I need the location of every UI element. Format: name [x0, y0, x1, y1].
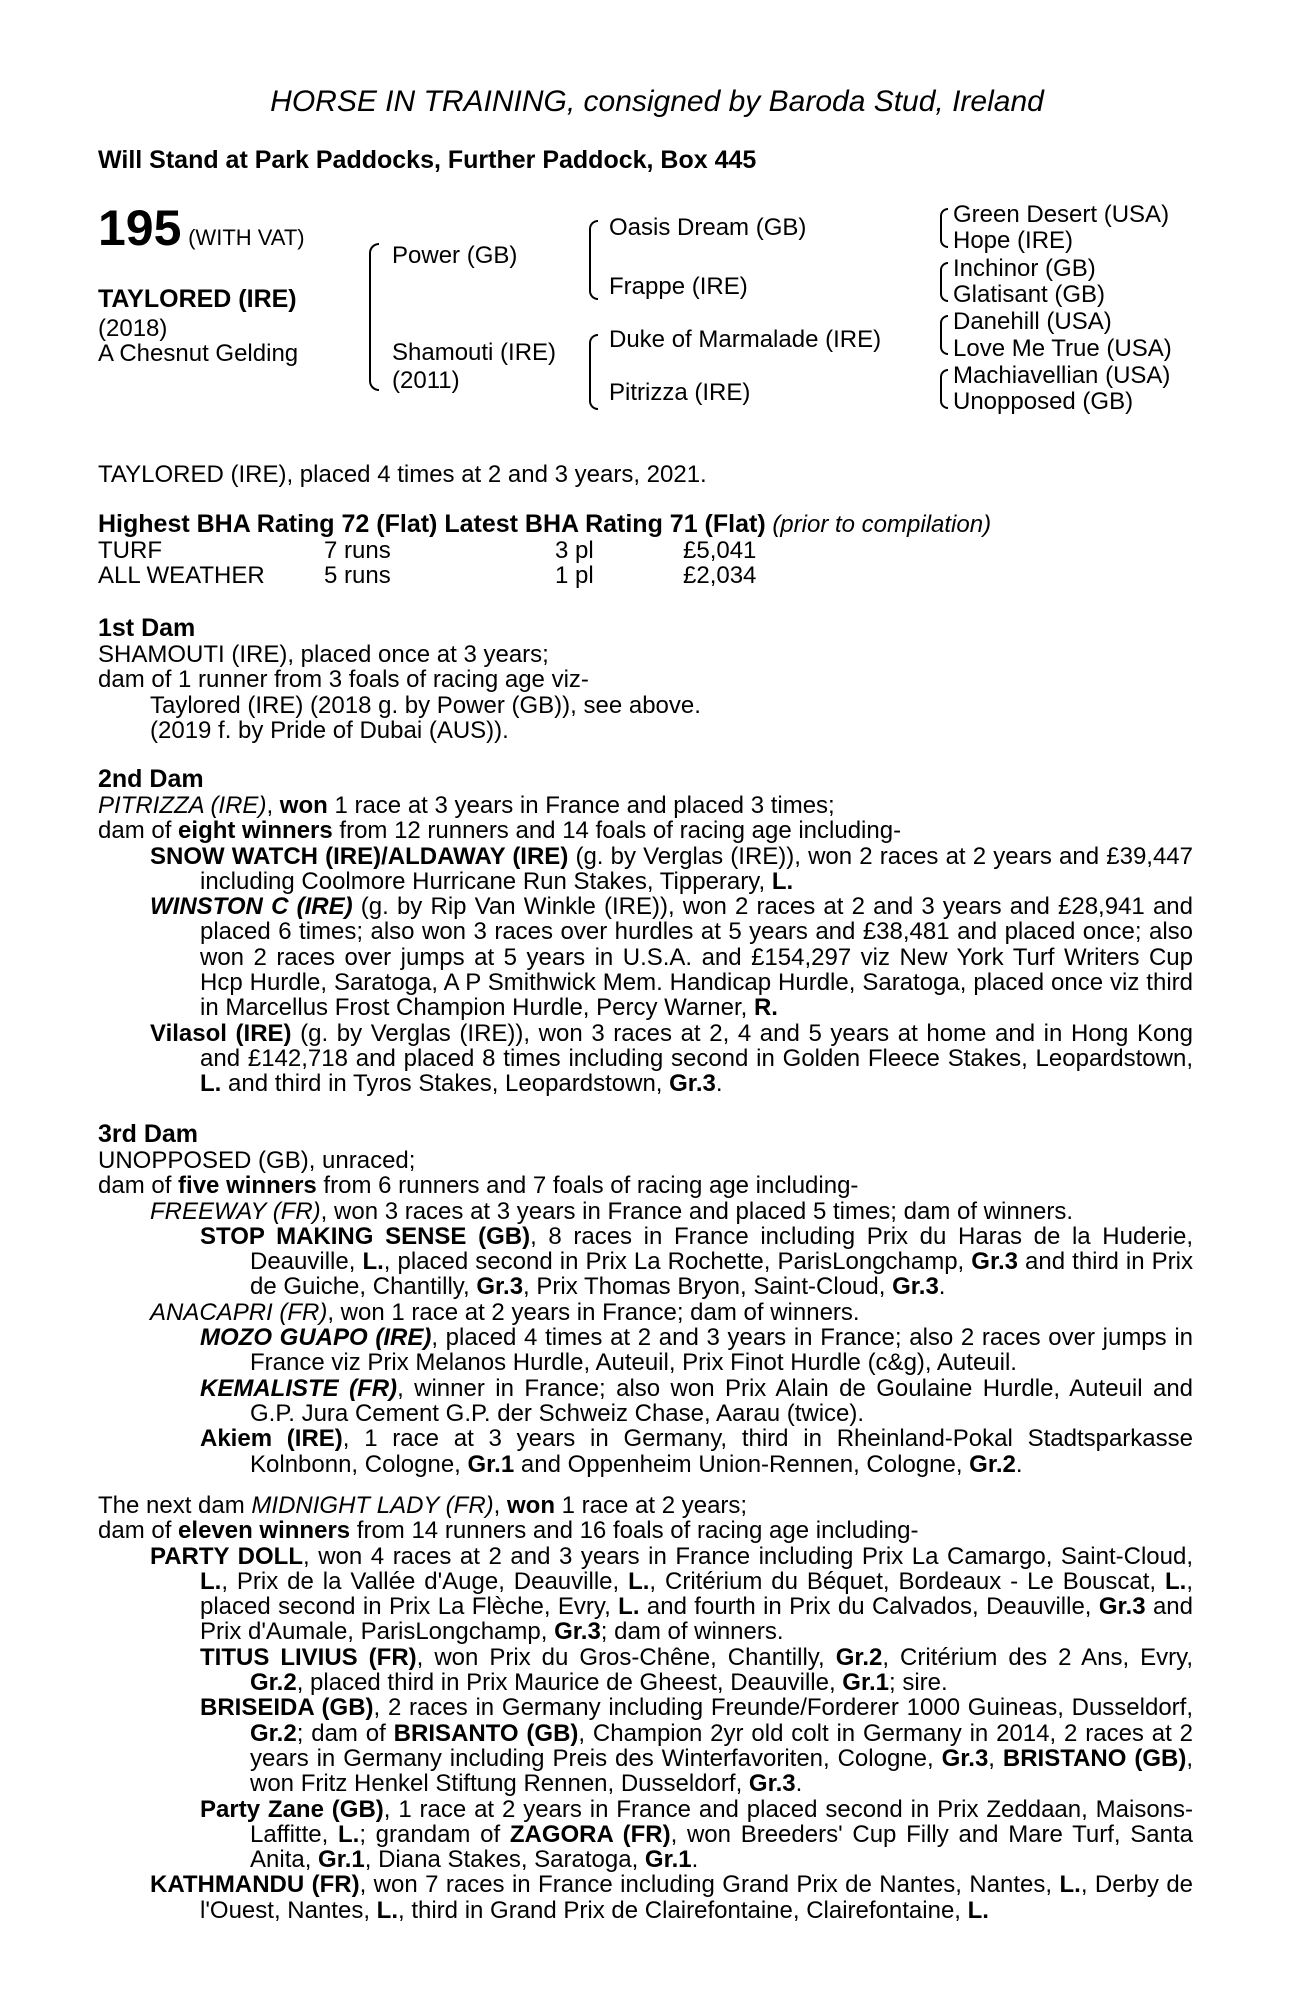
text: , Champion 2yr old colt in Germany in 2014, 2 races at 2 years in Germany including Preis des Winterfavoriten, Cologne, — [250, 1719, 1193, 1772]
record-surface: ALL WEATHER — [98, 562, 265, 589]
dam-sire-dam: Love Me True (USA) — [953, 335, 1172, 362]
grade: Gr.3 — [941, 1744, 989, 1772]
text: The next dam — [98, 1492, 252, 1519]
horse-name: SNOW WATCH (IRE)/ALDAWAY (IRE) — [150, 842, 569, 870]
text: (g. by Rip Van Winkle (IRE)), won 2 races at 2 and 3 years and £28,941 and placed 6 times; also won 3 races over hurdles at 5 years and £38,481 and placed once; also won 2 races over jumps at 5 years in U.S.A. and £154,297 viz New York Turf Writers Cup Hcp Hurdle, Saratoga, A P Smithwick Mem. Handicap Hurdle, Saratoga, placed once viz third in Marcellus Frost Champion Hurdle, Percy Warner, — [200, 893, 1193, 1022]
text: . — [1015, 1450, 1023, 1478]
horse-name: Party Zane (GB) — [200, 1795, 384, 1823]
grade: Gr.3 — [1098, 1593, 1146, 1621]
gen3-bracket-1 — [940, 208, 948, 248]
dam-sire: Duke of Marmalade (IRE) — [609, 326, 882, 353]
grade: Gr.3 — [748, 1770, 796, 1798]
page-title: HORSE IN TRAINING, consigned by Baroda Stud, Ireland — [270, 85, 1044, 118]
grade: L. — [337, 1820, 360, 1848]
horse-name: Akiem (IRE) — [200, 1425, 343, 1453]
grade: L. — [200, 1070, 222, 1098]
rating-note: (prior to compilation) — [772, 511, 992, 538]
sire-dam-sire: Inchinor (GB) — [953, 255, 1096, 282]
dam-name: MIDNIGHT LADY (FR) — [251, 1492, 494, 1519]
horse-name: KATHMANDU (FR) — [150, 1871, 360, 1899]
grade: Gr.2 — [835, 1643, 883, 1671]
text: , winner in France; also won Prix Alain de Goulaine Hurdle, Auteuil and G.P. Jura Cement G.P. der Schweiz Chase, Aarau (twice). — [250, 1374, 1194, 1427]
produce-entry — [98, 1224, 1193, 1300]
grade: L. — [1059, 1871, 1081, 1899]
text: 1 race at 2 years; — [555, 1492, 748, 1519]
rating-text: Highest BHA Rating 72 (Flat) Latest BHA Rating 71 (Flat) — [98, 510, 766, 538]
sire-dam: Frappe (IRE) — [609, 273, 748, 300]
text: ; dam of winners. — [600, 1618, 784, 1646]
grade: L. — [1165, 1567, 1187, 1595]
produce-entry — [98, 1872, 1193, 1923]
winners-count: five winners — [178, 1172, 317, 1200]
next-dam-section — [98, 1493, 1193, 1923]
grade: Gr.1 — [467, 1450, 515, 1478]
produce-entry — [98, 1325, 1193, 1376]
produce-entry — [98, 1797, 1193, 1873]
first-dam-section — [98, 614, 1193, 743]
text: , 1 race at 2 years in France and placed second in Prix Zeddaan, Maisons-Laffitte, — [250, 1795, 1194, 1848]
third-dam-section — [98, 1120, 1193, 1477]
grade: L. — [362, 1248, 384, 1276]
sire-sire-dam: Hope (IRE) — [953, 227, 1074, 254]
text: , placed 4 times at 2 and 3 years in France; also 2 races over jumps in France viz Prix Melanos Hurdle, Auteuil, Prix Finot Hurdle (c&g), Auteuil. — [250, 1324, 1193, 1377]
grade: L. — [628, 1567, 650, 1595]
text: from 12 runners and 14 foals of racing age including- — [332, 817, 902, 845]
grade: L. — [376, 1896, 398, 1924]
horse-year: (2018) — [98, 315, 168, 342]
horse-name: Vilasol (IRE) — [150, 1019, 292, 1047]
text: , placed second in Prix La Rochette, ParisLongchamp, — [383, 1248, 972, 1276]
text: , 1 race at 3 years in Germany, third in Rheinland-Pokal Stadtsparkasse Kolnbonn, Cologne, — [250, 1425, 1193, 1478]
second-dam-heading: 2nd Dam — [98, 765, 204, 793]
intro-text: 1 race at 3 years in France and placed 3 times; — [327, 792, 835, 819]
third-dam-intro: UNOPPOSED (GB), unraced; — [98, 1147, 416, 1174]
gen3-bracket-3 — [940, 315, 948, 355]
text: , — [493, 1492, 507, 1519]
produce-line: (2019 f. by Pride of Dubai (AUS)). — [150, 716, 509, 744]
grade: Gr.1 — [842, 1669, 889, 1697]
horse-name: ZAGORA (FR) — [509, 1820, 671, 1848]
horse-name: TITUS LIVIUS (FR) — [200, 1643, 417, 1671]
produce-entry — [98, 1645, 1193, 1696]
grade: L. — [967, 1896, 989, 1924]
sire-line-bracket — [589, 220, 598, 300]
text: ; dam of — [296, 1719, 394, 1747]
grade: R. — [753, 994, 778, 1022]
text: , Critérium des 2 Ans, Evry, — [882, 1643, 1194, 1671]
dam-sire-sire: Danehill (USA) — [953, 308, 1112, 335]
gen3-bracket-2 — [940, 262, 948, 302]
horse-name: FREEWAY (FR) — [150, 1197, 321, 1225]
third-dam-produce — [98, 1173, 1193, 1198]
grade: Gr.3 — [669, 1070, 716, 1098]
grade: L. — [771, 867, 794, 895]
horse-name: KEMALISTE (FR) — [200, 1374, 398, 1402]
race-summary: TAYLORED (IRE), placed 4 times at 2 and 3 years, 2021. — [98, 461, 707, 488]
won-label: won — [507, 1492, 555, 1519]
produce-entry — [98, 1376, 1193, 1427]
second-dam-intro: PITRIZZA (IRE), won 1 race at 3 years in France and placed 3 times; — [98, 792, 835, 819]
produce-entry — [98, 1199, 1193, 1224]
text: and third in Prix de Guiche, Chantilly, — [250, 1248, 1193, 1301]
produce-line: Taylored (IRE) (2018 g. by Power (GB)), see above. — [150, 691, 701, 719]
grade: Gr.2 — [969, 1450, 1016, 1478]
text: dam of — [98, 1172, 179, 1200]
grade: Gr.3 — [971, 1248, 1018, 1276]
horse-name: BRISTANO (GB) — [1002, 1744, 1187, 1772]
text: . — [715, 1070, 723, 1098]
text: . — [795, 1770, 803, 1798]
produce-entry — [98, 1544, 1193, 1645]
dam-dam-sire: Machiavellian (USA) — [953, 362, 1171, 389]
text: ; grandam of — [359, 1820, 510, 1848]
text: , won Breeders' Cup Filly and Mare Turf, Santa Anita, — [250, 1820, 1193, 1874]
horse-description: A Chesnut Gelding — [98, 340, 299, 367]
text: , — [988, 1744, 1003, 1772]
winners-count: eight winners — [178, 817, 333, 845]
text: and Oppenheim Union-Rennen, Cologne, — [514, 1450, 970, 1478]
next-dam-intro — [98, 1493, 1193, 1518]
text: , third in Grand Prix de Clairefontaine, Clairefontaine, — [398, 1896, 968, 1924]
text: dam of — [98, 1517, 179, 1545]
dam-name: PITRIZZA (IRE) — [98, 792, 267, 819]
winners-count: eleven winners — [178, 1517, 351, 1545]
text: , placed second in Prix La Flèche, Evry, — [200, 1567, 1193, 1621]
gen3-bracket-4 — [940, 369, 948, 409]
produce-entry — [98, 1300, 1193, 1325]
record-placings: 3 pl — [555, 537, 594, 564]
text: ; sire. — [889, 1669, 948, 1697]
text: (g. by Verglas (IRE)), won 2 races at 2 years and £39,447 including Coolmore Hurricane Run Stakes, Tipperary, — [200, 842, 1193, 895]
text: , won 3 races at 3 years in France and placed 5 times; dam of winners. — [320, 1197, 1074, 1225]
grade: L. — [200, 1567, 222, 1595]
horse-name: PARTY DOLL — [150, 1542, 303, 1570]
horse-name: TAYLORED (IRE) — [98, 285, 297, 313]
grade: Gr.2 — [250, 1669, 297, 1697]
first-dam-line: dam of 1 runner from 3 foals of racing age viz- — [98, 666, 589, 694]
text: , 2 races in Germany including Freunde/Forderer 1000 Guineas, Dusseldorf, — [373, 1694, 1193, 1722]
horse-name: ANACAPRI (FR) — [150, 1298, 328, 1326]
first-dam-heading: 1st Dam — [98, 614, 196, 642]
text: . — [691, 1846, 699, 1874]
record-earnings: £5,041 — [683, 537, 757, 564]
sire-sire-sire: Green Desert (USA) — [953, 201, 1170, 228]
grade: Gr.3 — [892, 1273, 939, 1301]
record-runs: 7 runs — [324, 537, 391, 564]
text: dam of — [98, 817, 179, 845]
produce-entry — [98, 1426, 1193, 1477]
next-dam-produce — [98, 1518, 1193, 1543]
text: and fourth in Prix du Calvados, Deauville, — [639, 1593, 1099, 1621]
text: . — [938, 1273, 946, 1301]
third-dam-heading: 3rd Dam — [98, 1120, 199, 1148]
won-label: won — [279, 792, 328, 819]
dam-year: (2011) — [392, 367, 460, 394]
dam-dam: Pitrizza (IRE) — [609, 379, 751, 406]
produce-entry — [98, 894, 1193, 1020]
dam-dam-dam: Unopposed (GB) — [953, 388, 1134, 415]
record-earnings: £2,034 — [683, 562, 757, 589]
produce-entry — [98, 844, 1193, 895]
text: , won 4 races at 2 and 3 years in France including Prix La Camargo, Saint-Cloud, — [303, 1542, 1193, 1570]
produce-entry — [98, 1021, 1193, 1097]
sire-sire: Oasis Dream (GB) — [609, 214, 807, 241]
text: , won 7 races in France including Grand Prix de Nantes, Nantes, — [359, 1871, 1060, 1899]
record-surface: TURF — [98, 537, 162, 564]
dam: Shamouti (IRE) — [392, 339, 557, 366]
grade: L. — [618, 1593, 640, 1621]
vat-note: (WITH VAT) — [188, 225, 305, 250]
rating-line — [98, 512, 991, 537]
sire-dam-dam: Glatisant (GB) — [953, 281, 1106, 308]
text: (g. by Verglas (IRE)), won 3 races at 2, 4 and 5 years at home and in Hong Kong and £142,718 and placed 8 times including second in Golden Fleece Stakes, Leopardstown, — [200, 1019, 1194, 1072]
first-dam-line: SHAMOUTI (IRE), placed once at 3 years; — [98, 641, 549, 668]
text: , 8 races in France including Prix du Haras de la Huderie, Deauville, — [250, 1222, 1194, 1276]
lot-number: 195 — [98, 200, 182, 256]
horse-name: MOZO GUAPO (IRE) — [200, 1324, 432, 1352]
record-placings: 1 pl — [555, 562, 594, 589]
text: , won Fritz Henkel Stiftung Rennen, Dusseldorf, — [250, 1744, 1193, 1798]
second-dam-section — [98, 765, 1193, 1097]
text: from 6 runners and 7 foals of racing age including- — [316, 1172, 859, 1200]
text: , Prix de la Vallée d'Auge, Deauville, — [221, 1567, 629, 1595]
sire: Power (GB) — [392, 242, 518, 269]
text: and third in Tyros Stakes, Leopardstown, — [221, 1070, 670, 1098]
horse-name: STOP MAKING SENSE (GB) — [200, 1222, 531, 1250]
text: and Prix d'Aumale, ParisLongchamp, — [200, 1593, 1193, 1646]
grade: Gr.3 — [476, 1273, 524, 1301]
text: from 14 runners and 16 foals of racing age including- — [350, 1517, 919, 1545]
horse-name: WINSTON C (IRE) — [150, 893, 353, 921]
text: , won 1 race at 2 years in France; dam of winners. — [327, 1298, 860, 1326]
text: , Critérium du Béquet, Bordeaux - Le Bouscat, — [649, 1567, 1165, 1595]
stand-location: Will Stand at Park Paddocks, Further Paddock, Box 445 — [98, 146, 757, 174]
produce-entry — [98, 1695, 1193, 1796]
horse-name: BRISANTO (GB) — [393, 1719, 579, 1747]
grade: Gr.2 — [250, 1719, 297, 1747]
grade: Gr.3 — [554, 1618, 601, 1646]
horse-name: BRISEIDA (GB) — [200, 1694, 374, 1722]
grade: Gr.1 — [318, 1846, 365, 1874]
dam-line-bracket — [589, 334, 598, 410]
text: , Prix Thomas Bryon, Saint-Cloud, — [523, 1273, 893, 1301]
text: , won Prix du Gros-Chêne, Chantilly, — [416, 1643, 836, 1671]
lot-number-line — [98, 200, 305, 256]
text: , placed third in Prix Maurice de Gheest, Deauville, — [296, 1669, 843, 1697]
text: , Derby de l'Ouest, Nantes, — [200, 1871, 1194, 1924]
pedigree-bracket — [369, 243, 379, 391]
grade: Gr.1 — [644, 1846, 692, 1874]
record-runs: 5 runs — [324, 562, 391, 589]
text: , Diana Stakes, Saratoga, — [364, 1846, 645, 1874]
second-dam-produce — [98, 818, 1193, 843]
